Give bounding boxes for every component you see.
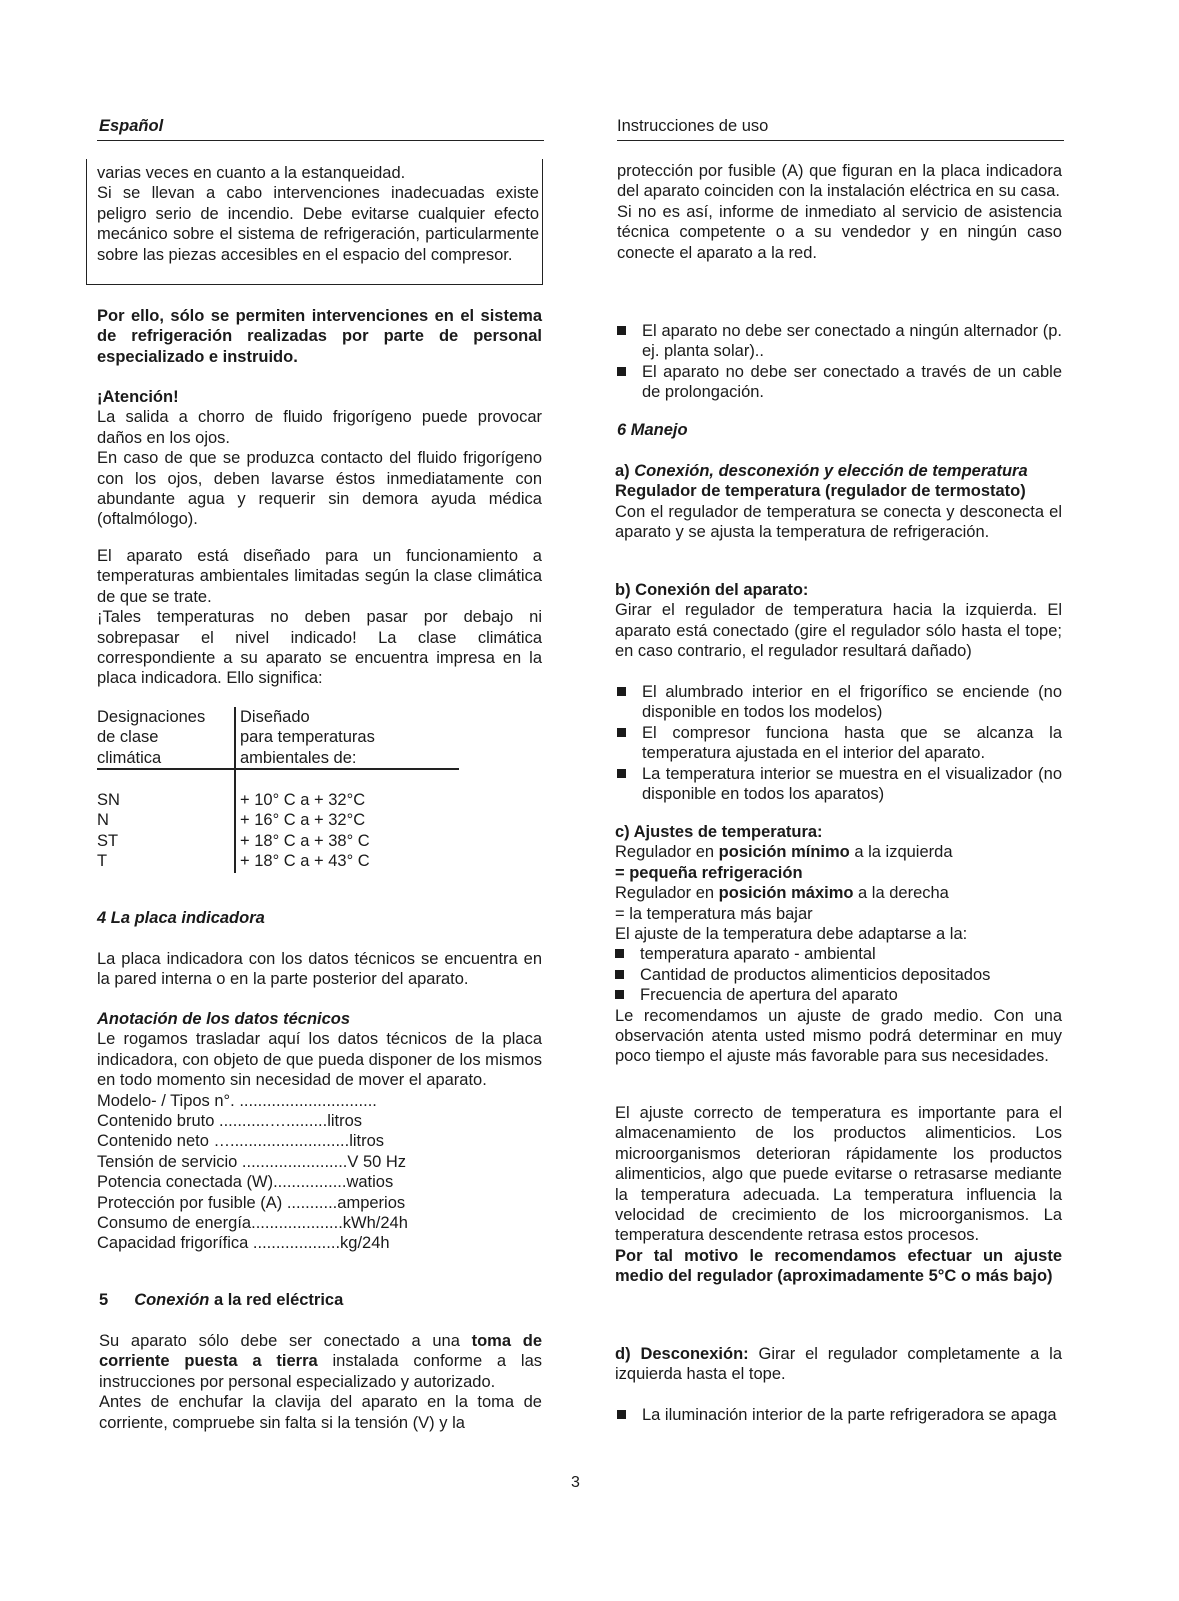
temperature-importance-text: El ajuste correcto de temperatura es importante para el almacenamiento de los productos alimenticios. Los microorganismos deterioran rápidamente los productos alimenticios, algo que puede evitarse o retrasarse mediante la temperatura adecuada. La temperatura influencia la velocidad de crecimiento de los microorganismos. La temperatura descendente retrasa estos procesos. <box>615 1104 1062 1245</box>
attention-p1: La salida a chorro de fluido frigorígeno puede provocar daños en los ojos. <box>97 408 542 447</box>
table-row: N <box>97 811 109 830</box>
fuse-section <box>617 161 1062 263</box>
adjust-factors-list <box>613 944 1062 1005</box>
section-6a-subtitle: Regulador de temperatura (regulador de termostato) <box>615 482 1026 501</box>
section-6b-title: b) Conexión del aparato: <box>615 581 809 599</box>
table-horizontal-divider <box>97 768 459 770</box>
table-row: + 18° C a + 38° C <box>240 831 370 850</box>
section-6a-title: a) Conexión, desconexión y elección de temperatura <box>615 462 1028 480</box>
min-position-line: Regulador en posición mínimo a la izquierda <box>615 843 953 862</box>
section-6a-text: Con el regulador de temperatura se conecta y desconecta el aparato y se ajusta la temperatura de refrigeración. <box>615 502 1062 542</box>
list-item: Frecuencia de apertura del aparato <box>613 985 1062 1005</box>
lowest-temp-line: = la temperatura más bajar <box>615 904 813 923</box>
section-4-title: 4 La placa indicadora <box>97 909 265 927</box>
spec-row: Potencia conectada (W)................watios <box>97 1173 394 1192</box>
spec-row: Modelo- / Tipos n°. .............................. <box>97 1091 377 1110</box>
technical-data-title: Anotación de los datos técnicos <box>97 1010 351 1028</box>
attention-section <box>97 387 542 530</box>
box-line-2: Si se llevan a cabo intervenciones inadecuadas existe peligro serio de incendio. Debe evitarse cualquier efecto mecánico sobre el sistema de refrigeración, particularmente sobre las piezas accesibles en el espacio del compresor. <box>97 184 539 264</box>
list-item: El alumbrado interior en el frigorífico se enciende (no disponible en todos los modelos) <box>615 682 1062 723</box>
section-5-p1: Su aparato sólo debe ser conectado a una toma de corriente puesta a tierra instalada conforme a las instrucciones por personal especializado y autorizado. <box>99 1332 543 1391</box>
section-5-title: 5 Conexión a la red eléctrica <box>99 1291 344 1309</box>
climate-section <box>97 546 542 689</box>
section-6b-text: Girar el regulador de temperatura hacia la izquierda. El aparato está conectado (gire el regulador sólo hasta el tope; en caso contrario, el regulador resultará dañado) <box>615 601 1062 661</box>
temperature-importance <box>615 1103 1062 1287</box>
list-item: Cantidad de productos alimenticios depositados <box>613 965 1062 985</box>
table-row: T <box>97 852 108 871</box>
table-row: ST <box>97 831 119 850</box>
technical-data-text: Le rogamos trasladar aquí los datos técnicos de la placa indicadora, con objeto de que pueda disponer de los mismos en todo momento sin necesidad de mover el aparato. <box>97 1030 542 1090</box>
section-6c-title: c) Ajustes de temperatura: <box>615 823 823 841</box>
page-number: 3 <box>571 1474 580 1491</box>
table-class-column <box>97 790 232 872</box>
specialist-notice: Por ello, sólo se permiten intervenciones en el sistema de refrigeración realizadas por parte de personal especializado e instruido. <box>97 307 542 366</box>
list-item: temperatura aparato - ambiental <box>613 944 1062 964</box>
spec-row: Tensión de servicio .......................V 50 Hz <box>97 1152 407 1171</box>
section-6-title: 6 Manejo <box>617 421 688 439</box>
header-language: Español <box>97 116 544 141</box>
table-range-column <box>240 790 460 872</box>
switch-on-effects-list <box>615 682 1062 804</box>
warning-box <box>86 159 543 285</box>
small-cooling-line: = pequeña refrigeración <box>615 863 803 882</box>
table-row: + 16° C a + 32°C <box>240 811 366 830</box>
table-vertical-divider <box>234 707 236 873</box>
table-head-left: Designaciones de clase climática <box>97 708 206 767</box>
recommendation-text: Le recomendamos un ajuste de grado medio. Con una observación atenta usted mismo podrá determinar en muy poco tiempo el ajuste más favorable para sus necesidades. <box>615 1006 1062 1066</box>
list-item: La iluminación interior de la parte refrigeradora se apaga <box>615 1405 1062 1425</box>
switch-off-effects-list <box>615 1405 1062 1425</box>
section-6a <box>615 461 1062 543</box>
list-item: La temperatura interior se muestra en el visualizador (no disponible en todos los aparatos) <box>615 764 1062 805</box>
spec-row: Contenido neto …..........................litros <box>97 1132 385 1151</box>
spec-row: Protección por fusible (A) ...........amperios <box>97 1193 406 1212</box>
table-row: SN <box>97 791 120 809</box>
list-item: El aparato no debe ser conectado a ningún alternador (p. ej. planta solar).. <box>615 321 1062 362</box>
fuse-p1: protección por fusible (A) que figuran en la placa indicadora del aparato coinciden con la instalación eléctrica en su casa. <box>617 162 1062 201</box>
spec-row: Capacidad frigorífica ...................kg/24h <box>97 1234 390 1253</box>
spec-row: Contenido bruto ...........….........litros <box>97 1112 363 1131</box>
fuse-p2: Si no es así, informe de inmediato al servicio de asistencia técnica competente o a su vendedor y en ningún caso conecte el aparato a la red. <box>617 202 1062 262</box>
max-position-line: Regulador en posición máximo a la derecha <box>615 884 949 903</box>
list-item: El aparato no debe ser conectado a través de un cable de prolongación. <box>615 362 1062 403</box>
section-6d: d) Desconexión: Girar el regulador completamente a la izquierda hasta el tope. <box>615 1345 1062 1384</box>
table-row: + 10° C a + 32°C <box>240 791 366 809</box>
adjust-line: El ajuste de la temperatura debe adaptarse a la: <box>615 925 968 944</box>
list-item: El compresor funciona hasta que se alcanza la temperatura ajustada en el interior del aparato. <box>615 723 1062 764</box>
box-line-1: varias veces en cuanto a la estanqueidad. <box>97 164 406 182</box>
spec-list <box>97 1091 542 1254</box>
section-4-text: La placa indicadora con los datos técnicos se encuentra en la pared interna o en la parte posterior del aparato. <box>97 950 542 989</box>
spec-row: Consumo de energía....................kWh/24h <box>97 1214 408 1233</box>
header-title: Instrucciones de uso <box>617 116 1064 141</box>
table-head-right: Diseñado para temperaturas ambientales de: <box>240 708 375 767</box>
section-5-text <box>99 1331 542 1433</box>
section-6c <box>615 822 1062 1067</box>
section-5-p2: Antes de enchufar la clavija del aparato en la toma de corriente, compruebe sin falta si la tensión (V) y la <box>99 1393 542 1432</box>
connection-warnings-list <box>615 321 1062 403</box>
attention-p2: En caso de que se produzca contacto del fluido frigorígeno con los ojos, deben lavarse éstos inmediatamente con abundante agua y requerir sin demora ayuda médica (oftalmólogo). <box>97 449 542 529</box>
section-6b <box>615 580 1062 662</box>
climate-p1: El aparato está diseñado para un funcionamiento a temperaturas ambientales limitadas según la clase climática de que se trate. <box>97 547 542 606</box>
recommendation-bold: Por tal motivo le recomendamos efectuar un ajuste medio del regulador (aproximadamente 5°C o más bajo) <box>615 1246 1062 1286</box>
technical-data-section <box>97 1009 542 1254</box>
attention-title: ¡Atención! <box>97 388 179 406</box>
climate-p2: ¡Tales temperaturas no deben pasar por debajo ni sobrepasar el nivel indicado! La clase climática correspondiente a su aparato se encuentra impresa en la placa indicadora. Ello significa: <box>97 608 542 688</box>
table-row: + 18° C a + 43° C <box>240 852 370 871</box>
